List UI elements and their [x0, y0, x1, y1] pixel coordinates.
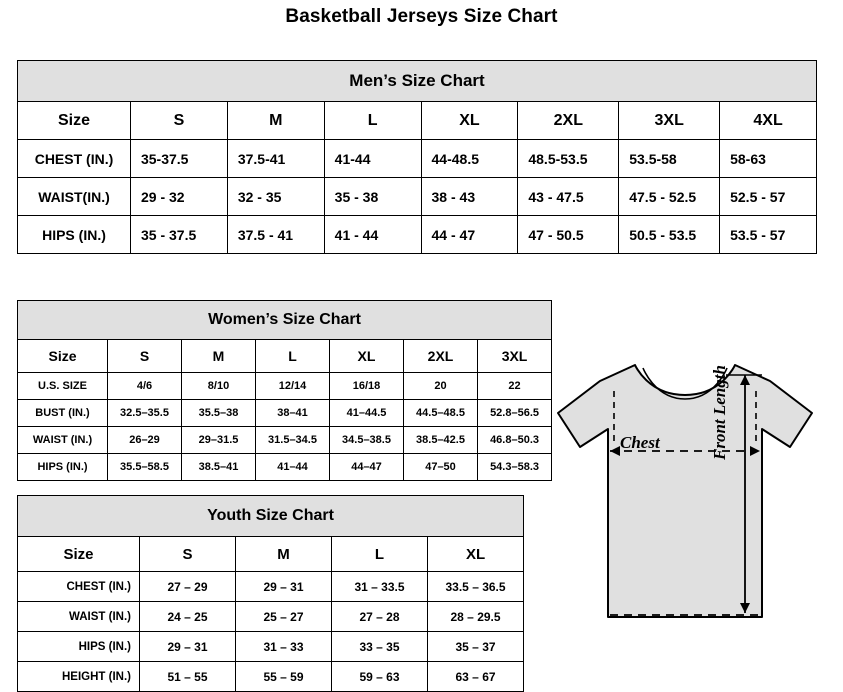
youth-height-m: 55 – 59	[236, 662, 332, 692]
table-header-row	[18, 537, 524, 572]
womens-bust-s: 32.5–35.5	[108, 400, 182, 427]
youth-hips-xl: 35 – 37	[428, 632, 524, 662]
womens-bust-3xl: 52.8–56.5	[478, 400, 552, 427]
womens-hips-s: 35.5–58.5	[108, 454, 182, 481]
mens-row-label-hips: HIPS (IN.)	[18, 216, 131, 254]
youth-height-l: 59 – 63	[332, 662, 428, 692]
table-row	[18, 602, 524, 632]
youth-hips-m: 31 – 33	[236, 632, 332, 662]
youth-chest-s: 27 – 29	[140, 572, 236, 602]
youth-hips-s: 29 – 31	[140, 632, 236, 662]
chest-measurement-label: Chest	[620, 433, 660, 452]
mens-chest-4xl: 58-63	[720, 140, 817, 178]
table-row	[18, 400, 552, 427]
mens-header-s: S	[130, 102, 227, 140]
mens-chest-3xl: 53.5-58	[619, 140, 720, 178]
table-row	[18, 373, 552, 400]
mens-hips-xl: 44 - 47	[421, 216, 518, 254]
womens-waist-3xl: 46.8–50.3	[478, 427, 552, 454]
youth-waist-s: 24 – 25	[140, 602, 236, 632]
womens-header-2xl: 2XL	[404, 340, 478, 373]
table-row	[18, 662, 524, 692]
youth-height-xl: 63 – 67	[428, 662, 524, 692]
youth-chart-caption: Youth Size Chart	[18, 496, 524, 537]
womens-ussize-s: 4/6	[108, 373, 182, 400]
mens-chest-l: 41-44	[324, 140, 421, 178]
youth-header-m: M	[236, 537, 332, 572]
youth-header-s: S	[140, 537, 236, 572]
mens-header-l: L	[324, 102, 421, 140]
mens-waist-m: 32 - 35	[227, 178, 324, 216]
table-row	[18, 216, 817, 254]
mens-size-chart-table	[17, 60, 817, 254]
womens-hips-m: 38.5–41	[182, 454, 256, 481]
youth-hips-l: 33 – 35	[332, 632, 428, 662]
youth-chest-xl: 33.5 – 36.5	[428, 572, 524, 602]
table-row	[18, 454, 552, 481]
womens-bust-xl: 41–44.5	[330, 400, 404, 427]
mens-chart-caption: Men’s Size Chart	[18, 61, 817, 102]
mens-header-4xl: 4XL	[720, 102, 817, 140]
womens-header-3xl: 3XL	[478, 340, 552, 373]
table-row	[18, 632, 524, 662]
mens-waist-3xl: 47.5 - 52.5	[619, 178, 720, 216]
youth-waist-xl: 28 – 29.5	[428, 602, 524, 632]
youth-waist-l: 27 – 28	[332, 602, 428, 632]
mens-header-m: M	[227, 102, 324, 140]
page-title: Basketball Jerseys Size Chart	[285, 6, 558, 27]
front-length-measurement-label: Front Length	[710, 365, 729, 460]
table-header-row	[18, 102, 817, 140]
youth-row-label-chest: CHEST (IN.)	[18, 572, 140, 602]
mens-waist-s: 29 - 32	[130, 178, 227, 216]
womens-header-size: Size	[18, 340, 108, 373]
mens-waist-l: 35 - 38	[324, 178, 421, 216]
womens-hips-xl: 44–47	[330, 454, 404, 481]
womens-row-label-waist: WAIST (IN.)	[18, 427, 108, 454]
womens-bust-l: 38–41	[256, 400, 330, 427]
youth-header-size: Size	[18, 537, 140, 572]
mens-hips-3xl: 50.5 - 53.5	[619, 216, 720, 254]
womens-ussize-xl: 16/18	[330, 373, 404, 400]
womens-header-m: M	[182, 340, 256, 373]
youth-chest-l: 31 – 33.5	[332, 572, 428, 602]
mens-waist-xl: 38 - 43	[421, 178, 518, 216]
mens-hips-s: 35 - 37.5	[130, 216, 227, 254]
jersey-illustration-icon	[540, 355, 835, 665]
mens-chest-m: 37.5-41	[227, 140, 324, 178]
jersey-measurement-diagram	[540, 355, 835, 665]
womens-waist-2xl: 38.5–42.5	[404, 427, 478, 454]
table-caption-row	[18, 301, 552, 340]
youth-waist-m: 25 – 27	[236, 602, 332, 632]
mens-header-2xl: 2XL	[518, 102, 619, 140]
mens-hips-m: 37.5 - 41	[227, 216, 324, 254]
womens-row-label-bust: BUST (IN.)	[18, 400, 108, 427]
mens-chest-xl: 44-48.5	[421, 140, 518, 178]
mens-hips-l: 41 - 44	[324, 216, 421, 254]
table-header-row	[18, 340, 552, 373]
womens-waist-l: 31.5–34.5	[256, 427, 330, 454]
mens-row-label-waist: WAIST(IN.)	[18, 178, 131, 216]
mens-chest-2xl: 48.5-53.5	[518, 140, 619, 178]
table-caption-row	[18, 61, 817, 102]
womens-hips-2xl: 47–50	[404, 454, 478, 481]
mens-header-xl: XL	[421, 102, 518, 140]
youth-row-label-waist: WAIST (IN.)	[18, 602, 140, 632]
mens-hips-4xl: 53.5 - 57	[720, 216, 817, 254]
womens-ussize-2xl: 20	[404, 373, 478, 400]
womens-header-xl: XL	[330, 340, 404, 373]
womens-header-l: L	[256, 340, 330, 373]
mens-waist-2xl: 43 - 47.5	[518, 178, 619, 216]
youth-height-s: 51 – 55	[140, 662, 236, 692]
womens-hips-3xl: 54.3–58.3	[478, 454, 552, 481]
mens-hips-2xl: 47 - 50.5	[518, 216, 619, 254]
table-row	[18, 572, 524, 602]
mens-header-3xl: 3XL	[619, 102, 720, 140]
womens-chart-caption: Women’s Size Chart	[18, 301, 552, 340]
womens-waist-m: 29–31.5	[182, 427, 256, 454]
mens-header-size: Size	[18, 102, 131, 140]
womens-ussize-l: 12/14	[256, 373, 330, 400]
mens-row-label-chest: CHEST (IN.)	[18, 140, 131, 178]
youth-row-label-height: HEIGHT (IN.)	[18, 662, 140, 692]
table-caption-row	[18, 496, 524, 537]
womens-bust-2xl: 44.5–48.5	[404, 400, 478, 427]
table-row	[18, 140, 817, 178]
youth-row-label-hips: HIPS (IN.)	[18, 632, 140, 662]
womens-header-s: S	[108, 340, 182, 373]
womens-waist-xl: 34.5–38.5	[330, 427, 404, 454]
womens-row-label-hips: HIPS (IN.)	[18, 454, 108, 481]
youth-header-l: L	[332, 537, 428, 572]
mens-chest-s: 35-37.5	[130, 140, 227, 178]
womens-bust-m: 35.5–38	[182, 400, 256, 427]
youth-header-xl: XL	[428, 537, 524, 572]
womens-ussize-m: 8/10	[182, 373, 256, 400]
youth-size-chart-table	[17, 495, 524, 692]
table-row	[18, 178, 817, 216]
womens-ussize-3xl: 22	[478, 373, 552, 400]
mens-waist-4xl: 52.5 - 57	[720, 178, 817, 216]
womens-hips-l: 41–44	[256, 454, 330, 481]
womens-size-chart-table	[17, 300, 552, 481]
womens-waist-s: 26–29	[108, 427, 182, 454]
youth-chest-m: 29 – 31	[236, 572, 332, 602]
womens-row-label-us-size: U.S. SIZE	[18, 373, 108, 400]
table-row	[18, 427, 552, 454]
